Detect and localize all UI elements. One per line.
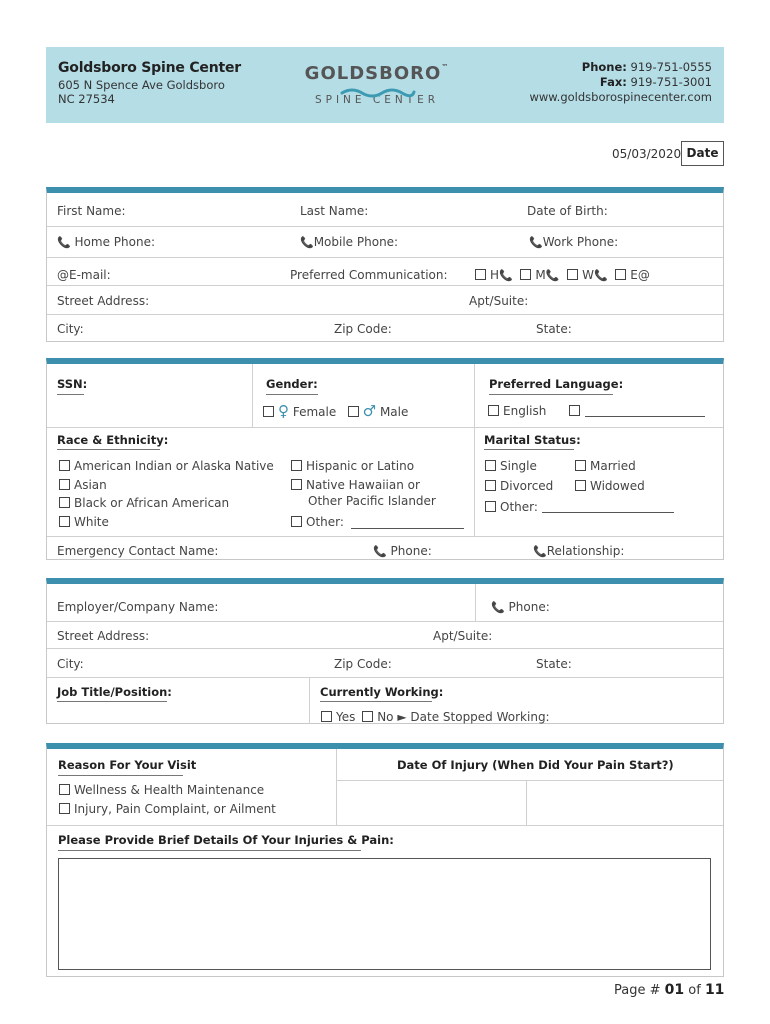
- phone-icon: 📞: [491, 601, 505, 614]
- male-checkbox[interactable]: [348, 406, 359, 417]
- english-option: English: [488, 404, 546, 418]
- pref-comm-label: Preferred Communication:: [290, 268, 448, 282]
- ssn-field[interactable]: SSN:: [57, 377, 88, 391]
- employer-zip-field[interactable]: Zip Code:: [334, 657, 392, 671]
- clinic-fax: 919-751-3001: [630, 75, 712, 89]
- current-page: 01: [664, 982, 685, 998]
- other-language-option: [569, 404, 584, 418]
- race-other-blank[interactable]: [351, 528, 464, 529]
- phone-icon: 📞: [300, 236, 314, 249]
- employer-name-field[interactable]: Employer/Company Name:: [57, 600, 219, 614]
- race-hispanic: Hispanic or Latino: [291, 459, 414, 473]
- widowed-checkbox[interactable]: [575, 480, 586, 491]
- address-line-1: 605 N Spence Ave Goldsboro: [58, 78, 225, 92]
- race-native-hawaiian: Native Hawaiian or: [291, 478, 420, 492]
- phone-icon: 📞: [593, 269, 608, 282]
- clinic-logo: [302, 63, 452, 106]
- spine-wave-icon: [340, 87, 416, 99]
- currently-working-label: Currently Working:: [320, 685, 444, 699]
- logo-subtitle: SPINE CENTER: [314, 94, 440, 106]
- date-value[interactable]: 05/03/2020: [612, 147, 682, 161]
- phone-label: Phone:: [581, 60, 627, 74]
- injury-details-label: Please Provide Brief Details Of Your Injuries & Pain:: [58, 833, 394, 847]
- race-other-checkbox[interactable]: [291, 516, 302, 527]
- comm-home-checkbox[interactable]: [475, 269, 486, 280]
- race-asian-checkbox[interactable]: [59, 479, 70, 490]
- marital-widowed: Widowed: [575, 479, 645, 493]
- clinic-name: Goldsboro Spine Center: [58, 60, 241, 76]
- emergency-relationship-field[interactable]: 📞Relationship:: [533, 544, 625, 558]
- other-language-checkbox[interactable]: [569, 405, 580, 416]
- race-native-hawaiian-checkbox[interactable]: [291, 479, 302, 490]
- race-native-hawaiian-line2: Other Pacific Islander: [308, 494, 436, 508]
- comm-mobile-checkbox[interactable]: [520, 269, 531, 280]
- employer-street-field[interactable]: Street Address:: [57, 629, 150, 643]
- logo-wordmark: GOLDSBORO: [304, 63, 442, 84]
- state-field[interactable]: State:: [536, 322, 572, 336]
- phone-icon: 📞: [533, 545, 547, 558]
- date-stopped-label[interactable]: ► Date Stopped Working:: [397, 710, 550, 724]
- street-address-field[interactable]: Street Address:: [57, 294, 150, 308]
- apt-suite-field[interactable]: Apt/Suite:: [469, 294, 529, 308]
- email-field[interactable]: @E-mail:: [57, 268, 111, 282]
- race-other: Other:: [291, 515, 344, 529]
- injury-month-field[interactable]: [337, 781, 525, 824]
- mobile-phone-field[interactable]: 📞Mobile Phone:: [300, 235, 399, 249]
- phone-icon: 📞: [529, 236, 543, 249]
- marital-single: Single: [485, 459, 537, 473]
- gender-options: ♀ Female ♂ Male: [263, 402, 408, 420]
- employer-section: [46, 578, 724, 724]
- employer-phone-field[interactable]: 📞 Phone:: [491, 600, 550, 614]
- reason-injury: Injury, Pain Complaint, or Ailment: [59, 802, 276, 816]
- clinic-address: [58, 78, 225, 106]
- clinic-phone: 919-751-0555: [630, 60, 712, 74]
- phone-icon: 📞: [57, 236, 71, 249]
- race-black: Black or African American: [59, 496, 229, 510]
- race-asian: Asian: [59, 478, 107, 492]
- job-title-field[interactable]: Job Title/Position:: [57, 685, 172, 699]
- clinic-website: www.goldsborospinecenter.com: [529, 90, 712, 104]
- logo-trademark: ™: [441, 63, 450, 71]
- injury-details-textarea[interactable]: [58, 858, 711, 970]
- working-yes-checkbox[interactable]: [321, 711, 332, 722]
- pref-comm-options: H📞 M📞 W📞 E@: [475, 268, 650, 282]
- employer-city-field[interactable]: City:: [57, 657, 84, 671]
- clinic-contact: [530, 60, 713, 105]
- zip-code-field[interactable]: Zip Code:: [334, 322, 392, 336]
- page-number: Page # 01 of 11: [614, 982, 725, 998]
- injury-year-field[interactable]: [527, 781, 723, 824]
- employer-apt-field[interactable]: Apt/Suite:: [433, 629, 493, 643]
- dob-field[interactable]: Date of Birth:: [527, 204, 608, 218]
- injury-checkbox[interactable]: [59, 803, 70, 814]
- marital-other: Other:: [485, 500, 538, 514]
- male-icon: ♂: [362, 402, 377, 420]
- marital-divorced: Divorced: [485, 479, 553, 493]
- currently-working-options: Yes No ► Date Stopped Working:: [321, 710, 550, 724]
- female-icon: ♀: [278, 402, 289, 420]
- race-american-indian: American Indian or Alaska Native: [59, 459, 274, 473]
- comm-work-checkbox[interactable]: [567, 269, 578, 280]
- race-black-checkbox[interactable]: [59, 497, 70, 508]
- comm-email-checkbox[interactable]: [615, 269, 626, 280]
- marital-status-label: Marital Status:: [484, 433, 581, 447]
- married-checkbox[interactable]: [575, 460, 586, 471]
- phone-icon: 📞: [499, 269, 513, 282]
- employer-state-field[interactable]: State:: [536, 657, 572, 671]
- pref-language-label: Preferred Language:: [489, 377, 624, 391]
- race-white: White: [59, 515, 109, 529]
- address-line-2: NC 27534: [58, 92, 115, 106]
- home-phone-field[interactable]: 📞 Home Phone:: [57, 235, 155, 249]
- city-field[interactable]: City:: [57, 322, 84, 336]
- date-label: Date: [681, 141, 724, 166]
- last-name-field[interactable]: Last Name:: [300, 204, 369, 218]
- divorced-checkbox[interactable]: [485, 480, 496, 491]
- single-checkbox[interactable]: [485, 460, 496, 471]
- reason-visit-label: Reason For Your Visit: [58, 758, 197, 772]
- phone-icon: 📞: [373, 545, 387, 558]
- race-white-checkbox[interactable]: [59, 516, 70, 527]
- phone-icon: 📞: [545, 269, 560, 282]
- visit-reason-section: [46, 743, 724, 977]
- working-no-checkbox[interactable]: [362, 711, 373, 722]
- race-ethnicity-label: Race & Ethnicity:: [57, 433, 169, 447]
- fax-label: Fax:: [599, 75, 627, 89]
- work-phone-field[interactable]: 📞Work Phone:: [529, 235, 619, 249]
- other-language-blank[interactable]: [585, 416, 705, 417]
- gender-label: Gender:: [266, 377, 318, 391]
- race-hispanic-checkbox[interactable]: [291, 460, 302, 471]
- personal-info-section: [46, 187, 724, 342]
- marital-married: Married: [575, 459, 636, 473]
- emergency-phone-field[interactable]: 📞 Phone:: [373, 544, 432, 558]
- first-name-field[interactable]: First Name:: [57, 204, 126, 218]
- emergency-contact-field[interactable]: Emergency Contact Name:: [57, 544, 219, 558]
- reason-wellness: Wellness & Health Maintenance: [59, 783, 264, 797]
- wellness-checkbox[interactable]: [59, 784, 70, 795]
- total-pages: 11: [704, 982, 725, 998]
- demographics-section: [46, 358, 724, 560]
- letterhead: [46, 47, 724, 123]
- marital-other-blank[interactable]: [542, 512, 674, 513]
- date-of-injury-label: Date Of Injury (When Did Your Pain Start?): [397, 758, 674, 772]
- english-checkbox[interactable]: [488, 405, 499, 416]
- female-checkbox[interactable]: [263, 406, 274, 417]
- marital-other-checkbox[interactable]: [485, 501, 496, 512]
- race-american-indian-checkbox[interactable]: [59, 460, 70, 471]
